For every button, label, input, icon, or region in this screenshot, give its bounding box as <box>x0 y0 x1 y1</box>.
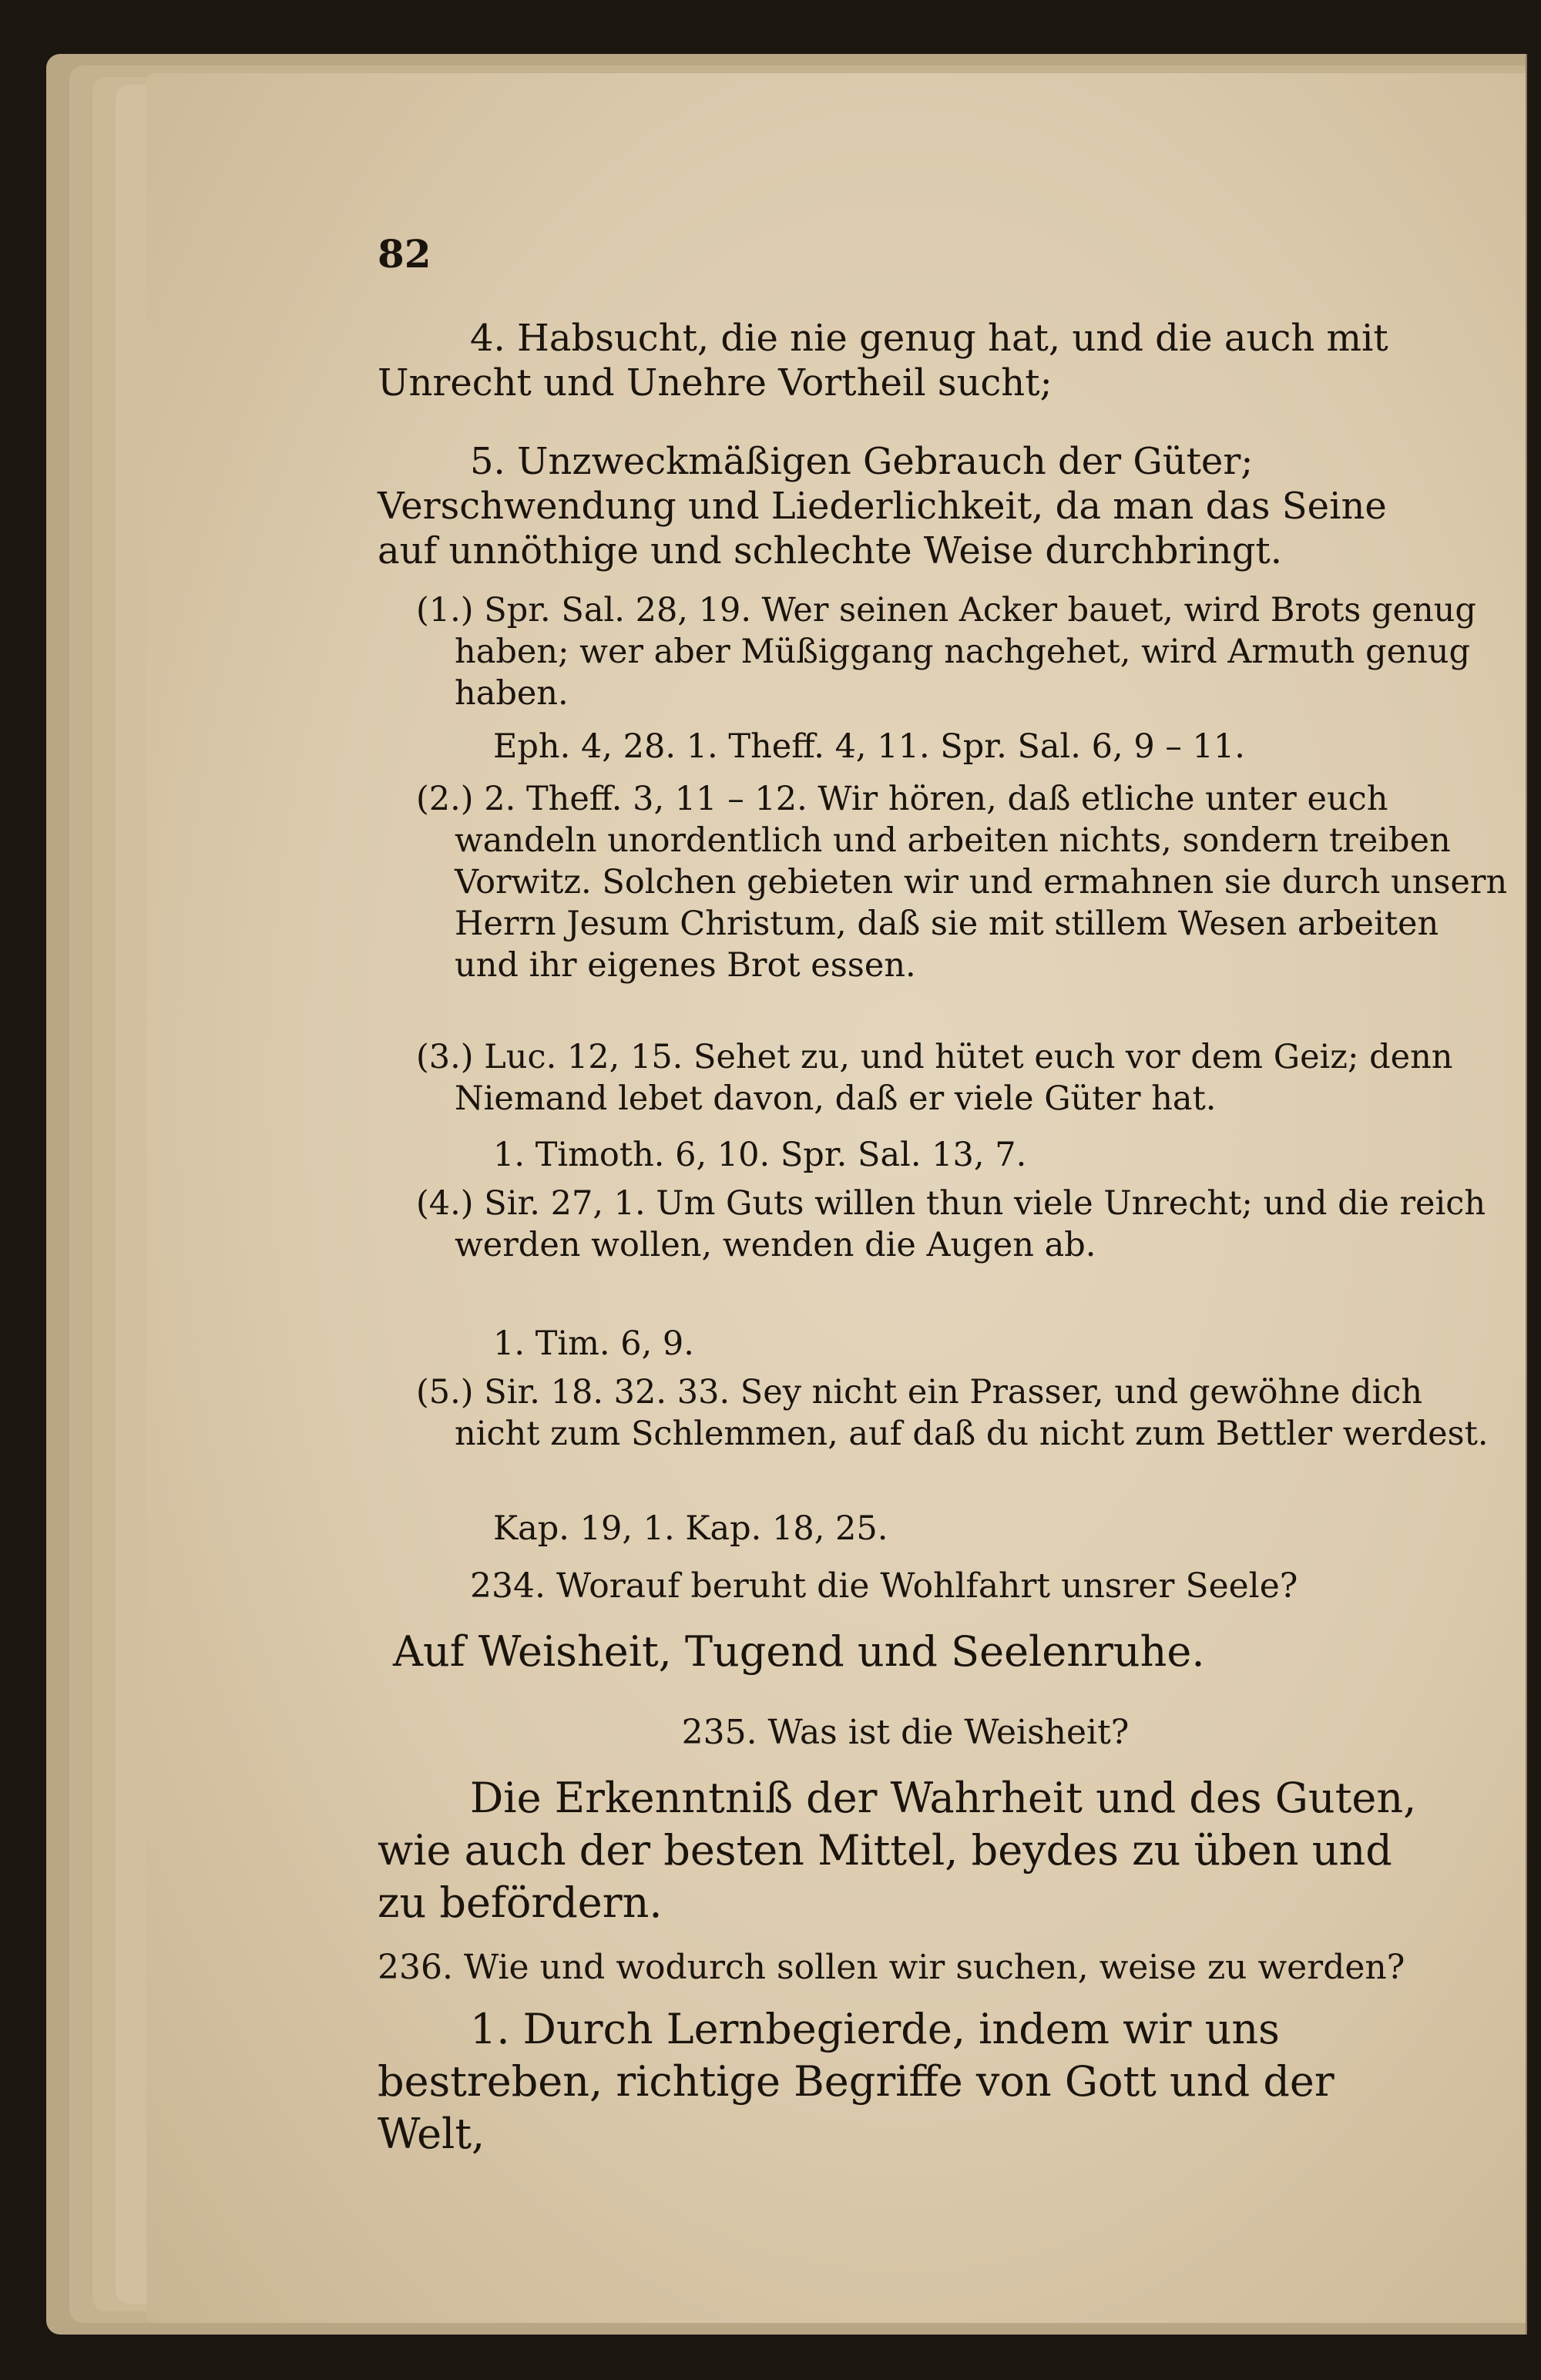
question-235: 235. Was ist die Weisheit? <box>681 1713 1130 1752</box>
item-4: 4. Habsucht, die nie genug hat, und die auch mit Unrecht und Unehre Vortheil sucht; <box>378 317 1388 404</box>
citation-5-refs: Kap. 19, 1. Kap. 18, 25. <box>493 1509 888 1548</box>
citation-5: (5.) Sir. 18. 32. 33. Sey nicht ein Prasser, und gewöhne dich nicht zum Schlemmen, auf daß du nicht zum Bettler werdest. <box>416 1373 1489 1453</box>
citation-3-refs: 1. Timoth. 6, 10. Spr. Sal. 13, 7. <box>493 1136 1027 1174</box>
citation-2: (2.) 2. Theff. 3, 11 – 12. Wir hören, daß etliche unter euch wandeln unordentlich und arbeiten nichts, sondern treiben Vorwitz. Solchen gebieten wir und ermahnen sie durch unsern Herrn Jesum Christum, daß sie mit stillem Wesen arbeiten und ihr eigenes Brot essen. <box>416 780 1508 985</box>
question-234: 234. Worauf beruht die Wohlfahrt unsrer Seele? <box>470 1566 1298 1606</box>
answer-234: Auf Weisheit, Tugend und Seelenruhe. <box>393 1627 1205 1676</box>
citation-1: (1.) Spr. Sal. 28, 19. Wer seinen Acker bauet, wird Brots genug haben; wer aber Müßiggang nachgehet, wird Armuth genug haben. <box>416 591 1476 713</box>
citation-4-refs: 1. Tim. 6, 9. <box>493 1324 694 1363</box>
citation-4: (4.) Sir. 27, 1. Um Guts willen thun viele Unrecht; und die reich werden wollen, wenden die Augen ab. <box>416 1184 1486 1264</box>
page-number: 82 <box>378 231 431 277</box>
citation-3: (3.) Luc. 12, 15. Sehet zu, und hütet euch vor dem Geiz; denn Niemand lebet davon, daß er viele Güter hat. <box>416 1038 1453 1118</box>
answer-236: 1. Durch Lernbegierde, indem wir uns bestreben, richtige Begriffe von Gott und der Welt, <box>378 2005 1335 2158</box>
citation-1-refs: Eph. 4, 28. 1. Theff. 4, 11. Spr. Sal. 6, 9 – 11. <box>493 727 1245 766</box>
question-236: 236. Wie und wodurch sollen wir suchen, weise zu werden? <box>378 1948 1405 1987</box>
item-5: 5. Unzweckmäßigen Gebrauch der Güter; Verschwendung und Liederlichkeit, da man das Seine auf unnöthige und schlechte Weise durchbringt. <box>378 440 1387 572</box>
answer-235: Die Erkenntniß der Wahrheit und des Guten, wie auch der besten Mittel, beydes zu üben und zu befördern. <box>378 1774 1417 1927</box>
